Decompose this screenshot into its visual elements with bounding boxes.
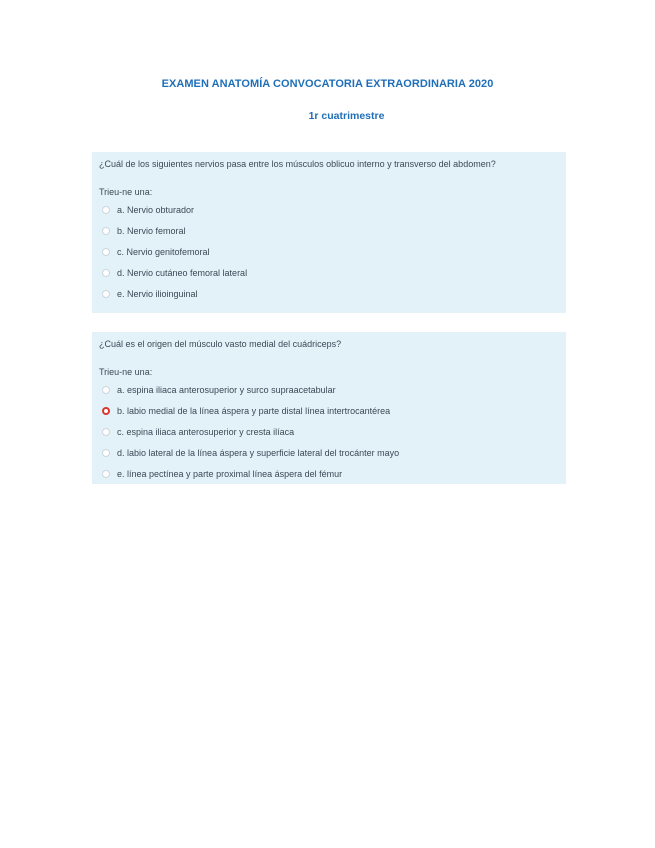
option-label: d. labio lateral de la línea áspera y superficie lateral del trocánter mayo (117, 447, 400, 458)
question-1-option-e[interactable] (102, 283, 566, 304)
option-label: b. Nervio femoral (117, 226, 186, 237)
option-label: a. espina iliaca anterosuperior y surco supraacetabular (117, 385, 336, 396)
exam-title: EXAMEN ANATOMÍA CONVOCATORIA EXTRAORDINARIA 2020 (161, 78, 494, 90)
question-2-option-d[interactable] (102, 442, 566, 463)
option-label: a. Nervio obturador (117, 205, 195, 216)
option-label: e. línea pectínea y parte proximal línea áspera del fémur (117, 468, 343, 479)
question-2-option-c[interactable] (102, 422, 566, 443)
radio-button[interactable] (102, 449, 110, 457)
question-2-option-b[interactable] (102, 401, 566, 422)
question-1 (92, 152, 566, 313)
question-2-text: ¿Cuál es el origen del músculo vasto medial del cuádriceps? (99, 339, 342, 349)
option-label: e. Nervio ilioinguinal (117, 288, 198, 299)
question-1-option-a[interactable] (102, 200, 566, 221)
question-1-option-c[interactable] (102, 242, 566, 263)
radio-button[interactable] (102, 248, 110, 256)
radio-button[interactable] (102, 290, 110, 298)
radio-button[interactable] (102, 206, 110, 214)
option-label: c. espina iliaca anterosuperior y cresta ilíaca (117, 426, 295, 437)
option-label: b. labio medial de la línea áspera y parte distal línea intertrocantérea (117, 406, 391, 417)
radio-button[interactable] (102, 227, 110, 235)
question-2 (92, 332, 566, 484)
question-2-prompt: Trieu-ne una: (99, 367, 153, 377)
radio-button[interactable] (102, 386, 110, 394)
question-1-text: ¿Cuál de los siguientes nervios pasa entre los músculos oblicuo interno y transverso del abdomen? (99, 159, 496, 169)
question-2-option-e[interactable] (102, 463, 566, 484)
radio-button[interactable] (102, 407, 110, 415)
option-label: c. Nervio genitofemoral (117, 246, 210, 257)
question-1-option-b[interactable] (102, 221, 566, 242)
radio-button[interactable] (102, 269, 110, 277)
option-label: d. Nervio cutáneo femoral lateral (117, 267, 248, 278)
question-1-prompt: Trieu-ne una: (99, 187, 153, 197)
exam-subtitle: 1r cuatrimestre (308, 110, 385, 122)
question-2-option-a[interactable] (102, 380, 566, 401)
radio-button[interactable] (102, 470, 110, 478)
radio-button[interactable] (102, 428, 110, 436)
question-1-option-d[interactable] (102, 262, 566, 283)
